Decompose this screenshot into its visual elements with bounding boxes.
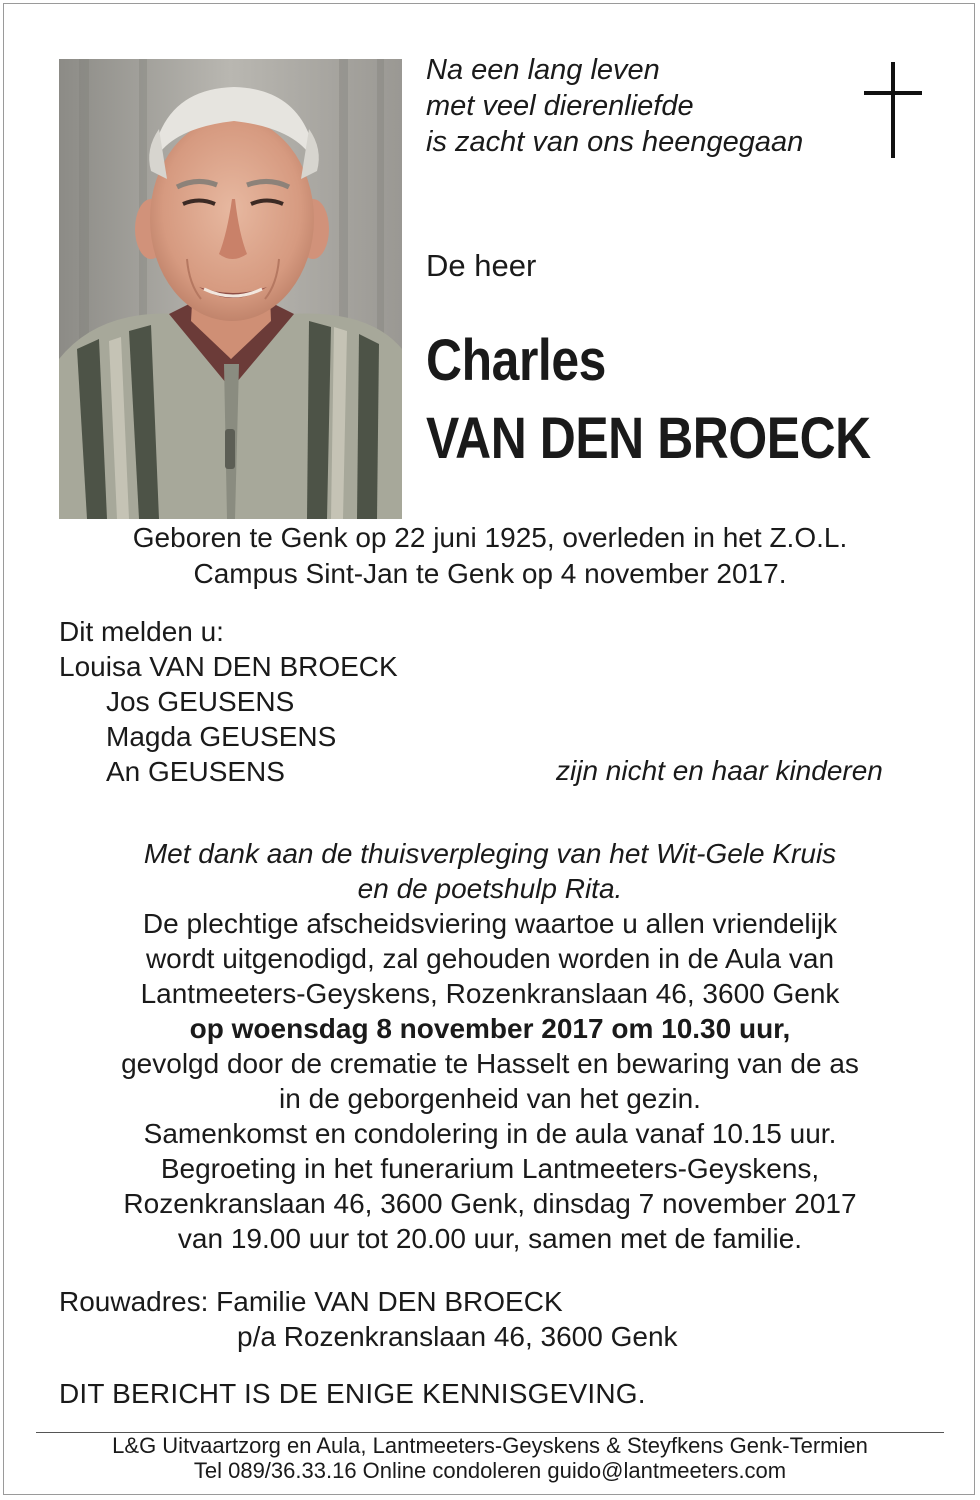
thanks-line: Met dank aan de thuisverpleging van het Wit-Gele Kruis xyxy=(143,838,837,869)
text-line: De plechtige afscheidsviering waartoe u allen vriendelijk xyxy=(142,908,838,939)
announce-intro: Dit melden u: xyxy=(59,616,224,647)
text-line: Geboren te Genk op 22 juni 1925, overleden in het Z.O.L. xyxy=(132,522,848,553)
motto-line: met veel dierenliefde xyxy=(426,90,694,122)
first-name: Charles xyxy=(426,328,606,393)
cross-icon xyxy=(864,62,922,158)
address-line: Rouwadres: Familie VAN DEN BROECK xyxy=(59,1286,563,1317)
family-relation: zijn nicht en haar kinderen xyxy=(556,755,883,786)
birth-death-info xyxy=(30,520,950,592)
family-member: An GEUSENS xyxy=(106,756,285,787)
motto-line: Na een lang leven xyxy=(426,54,660,86)
family-member: Louisa VAN DEN BROECK xyxy=(59,651,398,682)
ceremony-date: op woensdag 8 november 2017 om 10.30 uur, xyxy=(189,1013,791,1044)
family-member: Magda GEUSENS xyxy=(106,721,337,752)
deceased-name xyxy=(426,322,871,478)
family-member: Jos GEUSENS xyxy=(106,686,295,717)
text-line: wordt uitgenodigd, zal gehouden worden in de Aula van xyxy=(145,943,835,974)
text-line: Begroeting in het funerarium Lantmeeters-Geyskens, xyxy=(160,1153,820,1184)
sole-notice: DIT BERICHT IS DE ENIGE KENNISGEVING. xyxy=(59,1378,646,1409)
text-line: van 19.00 uur tot 20.00 uur, samen met de familie. xyxy=(177,1223,803,1254)
family-announcement xyxy=(59,614,398,789)
text-line: Campus Sint-Jan te Genk op 4 november 2017. xyxy=(193,558,787,589)
address-line: p/a Rozenkranslaan 46, 3600 Genk xyxy=(237,1321,678,1352)
text-line: gevolgd door de crematie te Hasselt en bewaring van de as xyxy=(121,1048,859,1079)
text-line: Rozenkranslaan 46, 3600 Genk, dinsdag 7 november 2017 xyxy=(123,1188,857,1219)
footer-line: L&G Uitvaartzorg en Aula, Lantmeeters-Geyskens & Steyfkens Genk-Termien xyxy=(112,1433,868,1458)
portrait-photo xyxy=(59,59,402,519)
text-line: Lantmeeters-Geyskens, Rozenkranslaan 46, 3600 Genk xyxy=(140,978,840,1009)
motto-line: is zacht van ons heengegaan xyxy=(426,126,804,158)
text-line: Samenkomst en condolering in de aula vanaf 10.15 uur. xyxy=(143,1118,837,1149)
last-name: VAN DEN BROECK xyxy=(426,406,871,471)
motto-verse xyxy=(426,52,803,160)
salutation: De heer xyxy=(426,248,537,283)
thanks-line: en de poetshulp Rita. xyxy=(357,873,623,904)
ceremony-details xyxy=(30,836,950,1256)
footer-line: Tel 089/36.33.16 Online condoleren guido@lantmeeters.com xyxy=(193,1458,787,1483)
mourning-address xyxy=(59,1284,678,1354)
text-line: in de geborgenheid van het gezin. xyxy=(279,1083,701,1114)
footer xyxy=(30,1433,950,1483)
